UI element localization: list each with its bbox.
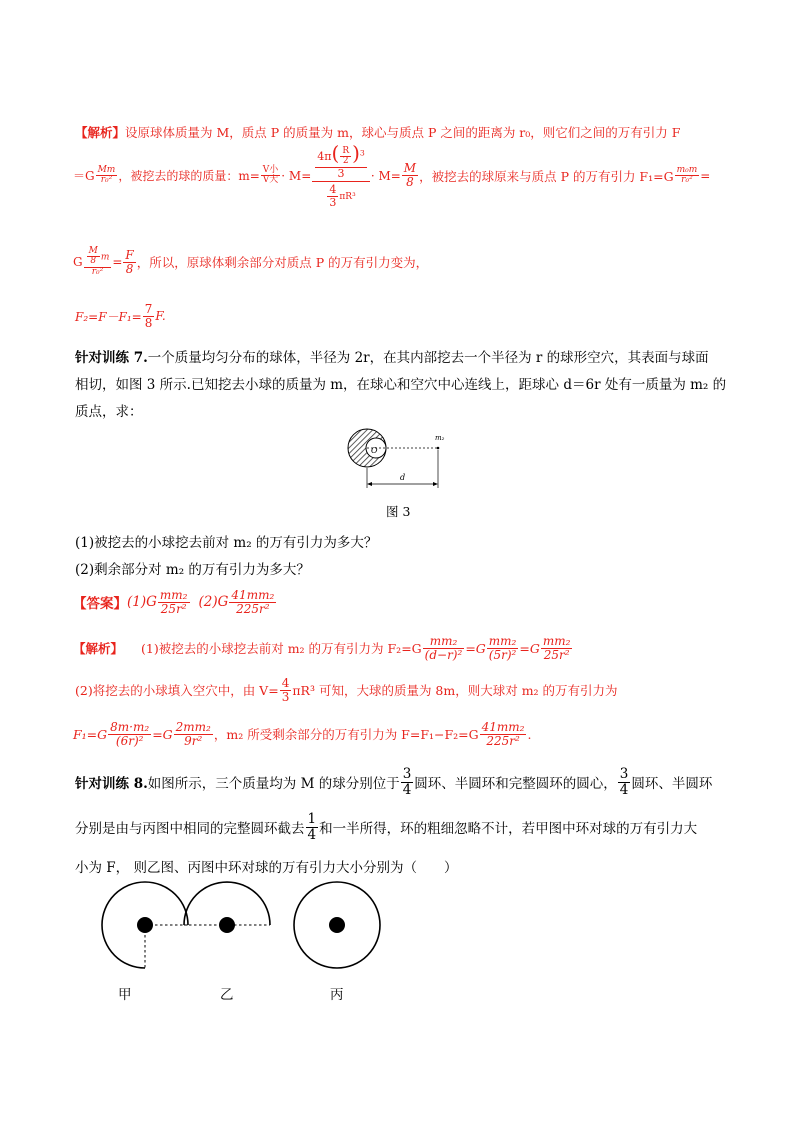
an2-text1: (2)将挖去的小球填入空穴中，由 V= [75,683,279,698]
q7-analysis-line2 [75,672,618,708]
frac-num: m₀m [676,164,698,175]
bracket-right-icon: ) [352,140,360,165]
an1-frac3 [541,635,573,661]
m-over-8 [87,247,100,267]
frac-den: 2 [342,156,349,167]
exponent: 3 [359,148,365,158]
analysis1-line4-text: F₂=F－F₁= [75,309,142,324]
an1-frac1 [423,635,465,661]
bracket-left-icon: ( [331,140,340,165]
analysis1-line2-text3: · M= [370,168,401,183]
point-m2 [437,447,440,450]
an2-frac [280,677,292,703]
q8-line2-text2: 和一半所得，环的粗细忽略不计，若甲图中环对球的万有引力大 [319,821,698,837]
analysis1-line4-end: F. [155,309,166,323]
frac-num: M [88,245,98,256]
q8-frac-3-4-b [618,767,631,796]
analysis1-tag: 【解析】 [75,125,126,140]
numerator-frac [315,140,367,180]
frac-den: (6r)² [115,733,144,748]
ans1-frac [158,589,190,615]
frac-num [84,247,112,268]
answer-tag: 【答案】 [73,596,127,612]
q8-line3: 小为 F， 则乙图、丙图中环对球的万有引力大小分别为（ ） [75,860,458,876]
label-d: d [400,473,406,482]
frac-den: (d−r)² [424,647,463,662]
frac-den: 25r² [543,647,570,662]
analysis1-line3 [73,232,428,292]
frac-num: 4 [281,675,290,690]
q7-line2: 相切，如图 3 所示.已知挖去小球的质量为 m，在球心和空穴中心连线上，距球心 d＝6r 处有一质量为 m₂ 的 [75,377,727,393]
an1-eq1: =G [465,640,486,656]
frac-den: 225r² [236,601,270,616]
g-symbol: G [73,255,83,269]
four-pi: 4π [317,149,332,163]
frac-num: 41mm₂ [481,719,525,734]
q7-line3: 质点，求： [75,404,143,420]
an3-eq1: =G [152,726,173,742]
frac-volume-ratio [312,140,370,209]
q7-answer [73,584,277,620]
frac-den: r₀² [100,175,113,185]
q7-sub1: (1)被挖去的小球挖去前对 m₂ 的万有引力为多大？ [75,535,378,551]
frac-vs-vb [261,166,281,186]
label-jia: 甲 [118,987,132,1003]
r-over-2 [340,147,351,167]
frac-den: V大 [262,175,279,185]
frac-den: 4 [307,826,317,843]
arrow-right-icon [433,482,438,486]
ball-bing [329,917,345,933]
analysis1-line1-text: 设原球体质量为 M，质点 P 的质量为 m，球心与质点 P 之间的距离为 r₀，则它们之间的万有引力 F [125,125,681,140]
frac-den: 9r² [184,733,203,748]
q8-figures [70,890,390,980]
frac-m8m-r0 [84,247,112,277]
label-bing: 丙 [330,987,344,1003]
an1-text: (1)被挖去的小球挖去前对 m₂ 的万有引力为 F₂=G [141,641,422,656]
an3-text1: F₁=G [73,726,108,742]
analysis1-line2-text2: · M= [281,168,312,183]
frac-m-over-8 [402,162,418,188]
frac-num: 3 [619,766,629,783]
frac-num: F [125,247,134,262]
m-symbol: m [100,252,110,263]
frac-f-over-8 [123,249,135,275]
frac-num: mm₂ [488,633,517,648]
frac-den: 8 [144,315,153,330]
volume-ratio-numerator [312,140,370,182]
ans1-prefix: (1)G [127,594,157,610]
an1-frac2 [487,635,519,661]
pi-r-cubed: πR³ [339,192,356,203]
analysis1-line2 [73,128,710,223]
frac-den: 225r² [486,733,520,748]
frac-m0m-r0 [675,166,700,186]
frac-7-8 [143,303,155,329]
analysis1-line2-text4: ，被挖去的球原来与质点 P 的万有引力 F₁=G [419,168,674,184]
q7-line1-text: 一个质量均匀分布的球体，半径为 2r，在其内部挖去一个半径为 r 的球形空穴，其表面与球面 [147,350,709,366]
label-o: O [371,446,378,455]
frac-num: 2mm₂ [175,719,211,734]
frac-den: 25r² [160,601,187,616]
frac-mm-r0 [96,166,118,186]
q8-frac-3-4 [401,767,414,796]
figure-3-caption: 图 3 [386,504,411,519]
q7-analysis-line1 [73,630,573,666]
an3-text2: ，m₂ 所受剩余部分的万有引力为 F=F₁−F₂=G [213,727,479,742]
frac-den: (5r)² [488,647,517,662]
an3-frac3 [480,721,527,747]
frac-num: mm₂ [159,587,188,602]
frac-num: 3 [402,766,412,783]
frac-num: Mm [97,164,116,175]
analysis1-line2-text1: ，被挖去的球的质量：m= [118,169,260,183]
ans2-frac [229,589,276,615]
frac-den: 3 [281,689,290,704]
q8-line2-text1: 分别是由与丙图中相同的完整圆环截去 [75,821,305,837]
figure-3 [340,428,460,498]
an3-frac1 [108,721,151,747]
frac-den: 4 [402,781,412,798]
label-m2: m₂ [435,434,445,442]
q7-analysis-line3 [73,716,531,752]
analysis-tag: 【解析】 [73,641,124,656]
q7-label: 针对训练 7. [75,350,148,366]
four-thirds [327,184,338,208]
frac-den: 8 [90,256,97,267]
frac-den: r₀² [681,175,693,185]
an3-frac2 [174,721,213,747]
frac-den: 3 [329,195,337,209]
q8-line1 [75,764,712,800]
frac-num: 41mm₂ [231,587,275,602]
frac-num: mm₂ [542,633,571,648]
numerator-bottom: 3 [337,166,345,180]
ball-yi [219,917,235,933]
frac-num: 7 [144,301,153,316]
frac-num: R [342,145,350,156]
an1-eq2: =G [519,640,540,656]
q7-sub2: (2)剩余部分对 m₂ 的万有引力为多大？ [75,562,310,578]
volume-ratio-denominator [312,182,370,208]
frac-den: 8 [125,261,134,276]
frac-den: 4 [619,781,629,798]
analysis1-line2-eq: = [700,168,711,183]
frac-num: V小 [262,164,279,175]
ball-jia [137,917,153,933]
analysis1-line3-text: ，所以，原球体剩余部分对质点 P 的万有引力变为， [136,255,429,270]
analysis1-line2-g: ＝G [73,169,95,183]
frac-num: 1 [307,811,317,828]
q8-label: 针对训练 8. [75,776,148,792]
q8-frac-1-4 [306,812,319,841]
q7-line1 [75,346,709,366]
an3-end: . [527,726,532,742]
frac-den: r₀² [91,266,104,277]
frac-den: 8 [406,175,414,189]
analysis1-line4 [75,298,166,334]
q8-line1-text3: 圆环、半圆环 [631,776,713,792]
numerator-top [315,140,367,168]
q8-line2 [75,809,697,845]
q8-line1-text2: 圆环、半圆环和完整圆环的圆心， [414,776,617,792]
frac-num: 4 [329,183,337,197]
label-yi: 乙 [220,987,234,1003]
frac-num: mm₂ [423,635,465,649]
frac-num: M [403,161,417,176]
ans2-prefix: (2)G [198,594,229,610]
eq-sign: = [112,255,123,269]
arrow-left-icon [367,482,372,486]
q8-line1-text1: 如图所示，三个质量均为 M 的球分别位于 [147,776,400,792]
frac-num: 8m·m₂ [110,719,150,734]
an2-text2: πR³ 可知，大球的质量为 8m，则大球对 m₂ 的万有引力为 [292,683,618,698]
